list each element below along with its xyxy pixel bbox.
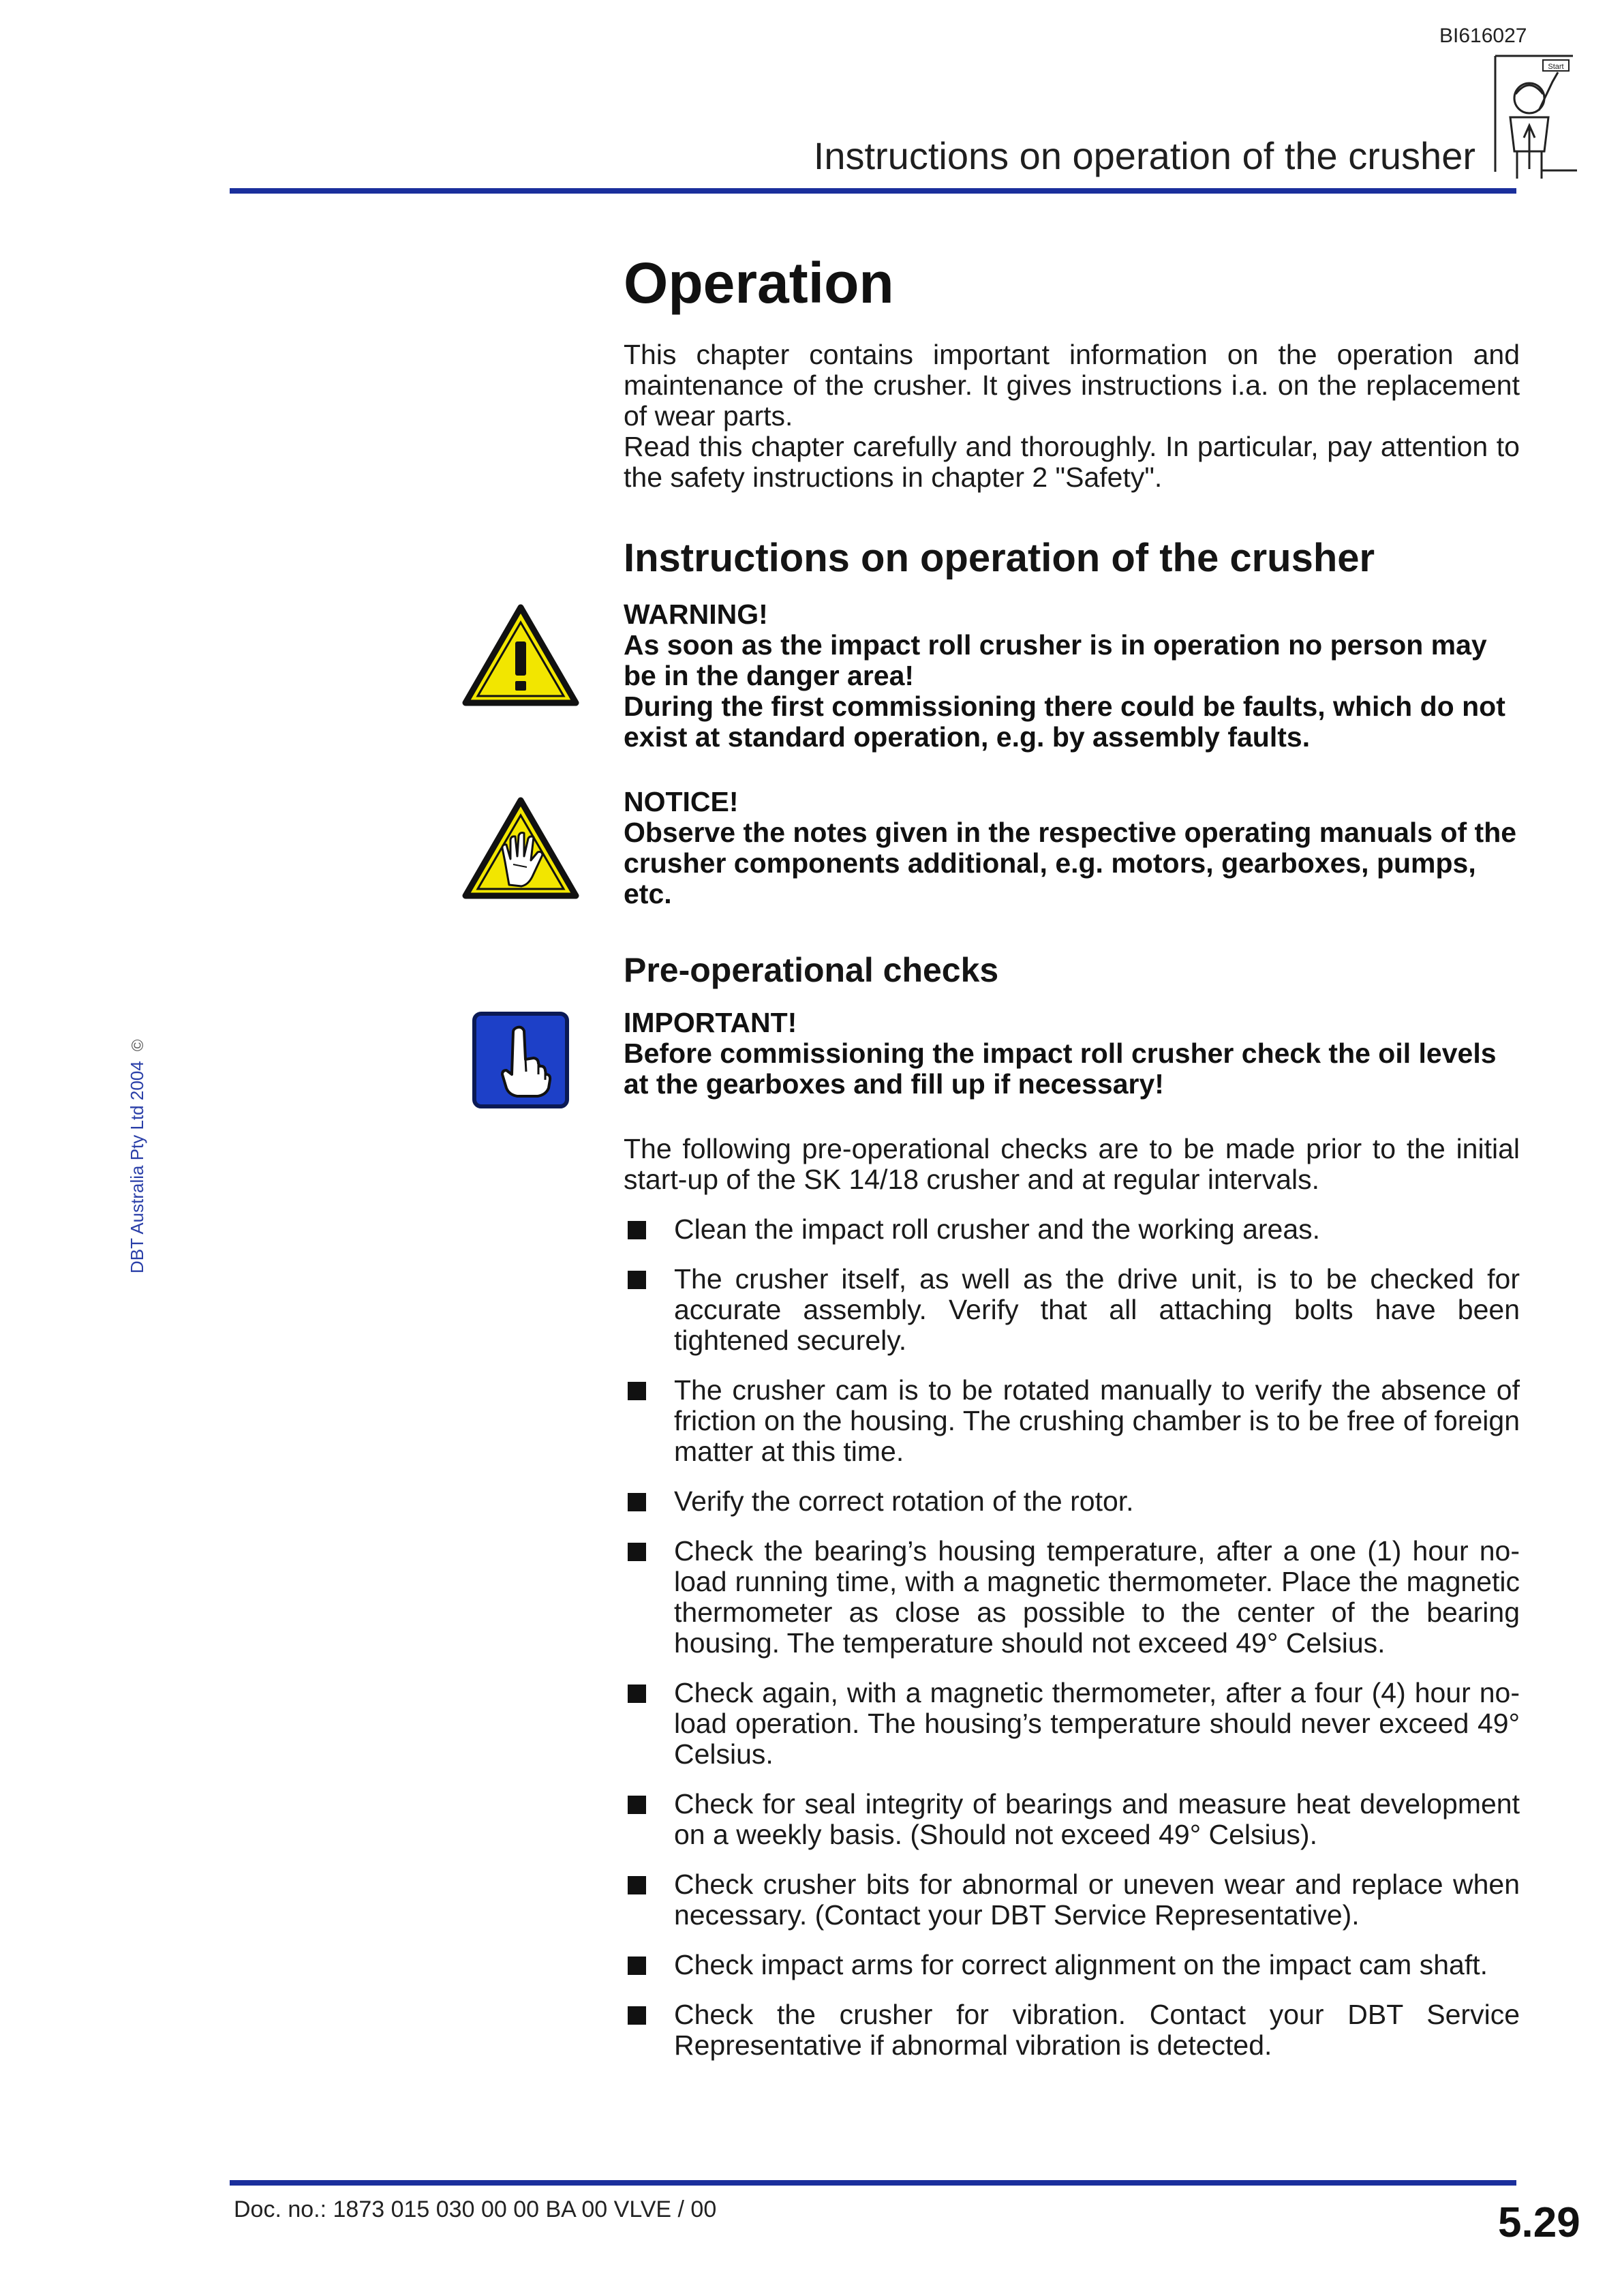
warning-triangle-icon <box>461 603 580 707</box>
document-id: BI616027 <box>1439 25 1527 47</box>
list-item: Check for seal integrity of bearings and measure heat development on a weekly basis. (Should not exceed 49° Celsius). <box>624 1789 1520 1850</box>
copyright-text: DBT Australia Pty Ltd 2004 <box>127 1061 147 1273</box>
pointing-finger-icon <box>472 1012 569 1108</box>
important-label: IMPORTANT! <box>624 1007 797 1038</box>
checks-list <box>624 1214 1520 2061</box>
footer-document-number: Doc. no.: 1873 015 030 00 00 BA 00 VLVE / 00 <box>234 2196 717 2222</box>
hand-triangle-icon <box>461 796 580 900</box>
list-item: Check again, with a magnetic thermometer, after a four (4) hour no-load operation. The housing’s temperature should never exceed 49° Celsius. <box>624 1678 1520 1770</box>
copyright-symbol: © <box>129 1039 147 1052</box>
checks-intro: The following pre-operational checks are to be made prior to the initial start-up of the SK 14/18 crusher and at regular intervals. <box>624 1133 1520 1195</box>
list-item: Check the bearing’s housing temperature, after a one (1) hour no-load running time, with a magnetic thermometer. Place the magnetic thermometer as close as possible to the center of the bearing housing. The temperature should not exceed 49° Celsius. <box>624 1536 1520 1659</box>
warning-block <box>624 599 1520 753</box>
side-copyright <box>127 1040 148 1273</box>
logo-start-label: Start <box>1548 63 1564 71</box>
operator-start-icon <box>1490 49 1578 185</box>
list-item: Clean the impact roll crusher and the working areas. <box>624 1214 1520 1245</box>
list-item: Check crusher bits for abnormal or uneven wear and replace when necessary. (Contact your DBT Service Representative). <box>624 1869 1520 1931</box>
important-block <box>624 1008 1520 1100</box>
important-text: Before commissioning the impact roll crusher check the oil levels at the gearboxes and fill up if necessary! <box>624 1038 1497 1100</box>
header-title: Instructions on operation of the crusher <box>813 134 1475 177</box>
warning-label: WARNING! <box>624 599 768 630</box>
notice-label: NOTICE! <box>624 786 739 817</box>
notice-text: Observe the notes given in the respective operating manuals of the crusher components additional, e.g. motors, gearboxes, pumps, etc. <box>624 817 1517 909</box>
intro-paragraph-2: Read this chapter carefully and thoroughly. In particular, pay attention to the safety instructions in chapter 2 "Safety". <box>624 431 1520 493</box>
list-item: The crusher cam is to be rotated manually to verify the absence of friction on the housing. The crushing chamber is to be free of foreign matter at this time. <box>624 1375 1520 1467</box>
section-heading: Instructions on operation of the crusher <box>624 536 1375 580</box>
page-heading: Operation <box>624 251 894 315</box>
footer-rule <box>230 2180 1516 2186</box>
list-item: Verify the correct rotation of the rotor. <box>624 1486 1520 1517</box>
list-item: Check the crusher for vibration. Contact your DBT Service Representative if abnormal vibration is detected. <box>624 1999 1520 2061</box>
list-item: Check impact arms for correct alignment on the impact cam shaft. <box>624 1950 1520 1980</box>
main-content <box>624 245 1520 2080</box>
header-rule <box>230 188 1516 194</box>
page-number: 5.29 <box>1498 2199 1580 2246</box>
notice-block <box>624 787 1520 909</box>
warning-line-1: As soon as the impact roll crusher is in operation no person may be in the danger area! <box>624 629 1487 691</box>
list-item: The crusher itself, as well as the drive unit, is to be checked for accurate assembly. Verify that all attaching bolts have been tightened securely. <box>624 1264 1520 1356</box>
subsection-heading: Pre-operational checks <box>624 951 999 989</box>
warning-line-2: During the first commissioning there could be faults, which do not exist at standard operation, e.g. by assembly faults. <box>624 691 1505 753</box>
intro-paragraph-1: This chapter contains important information on the operation and maintenance of the crusher. It gives instructions i.a. on the replacement of wear parts. <box>624 339 1520 432</box>
